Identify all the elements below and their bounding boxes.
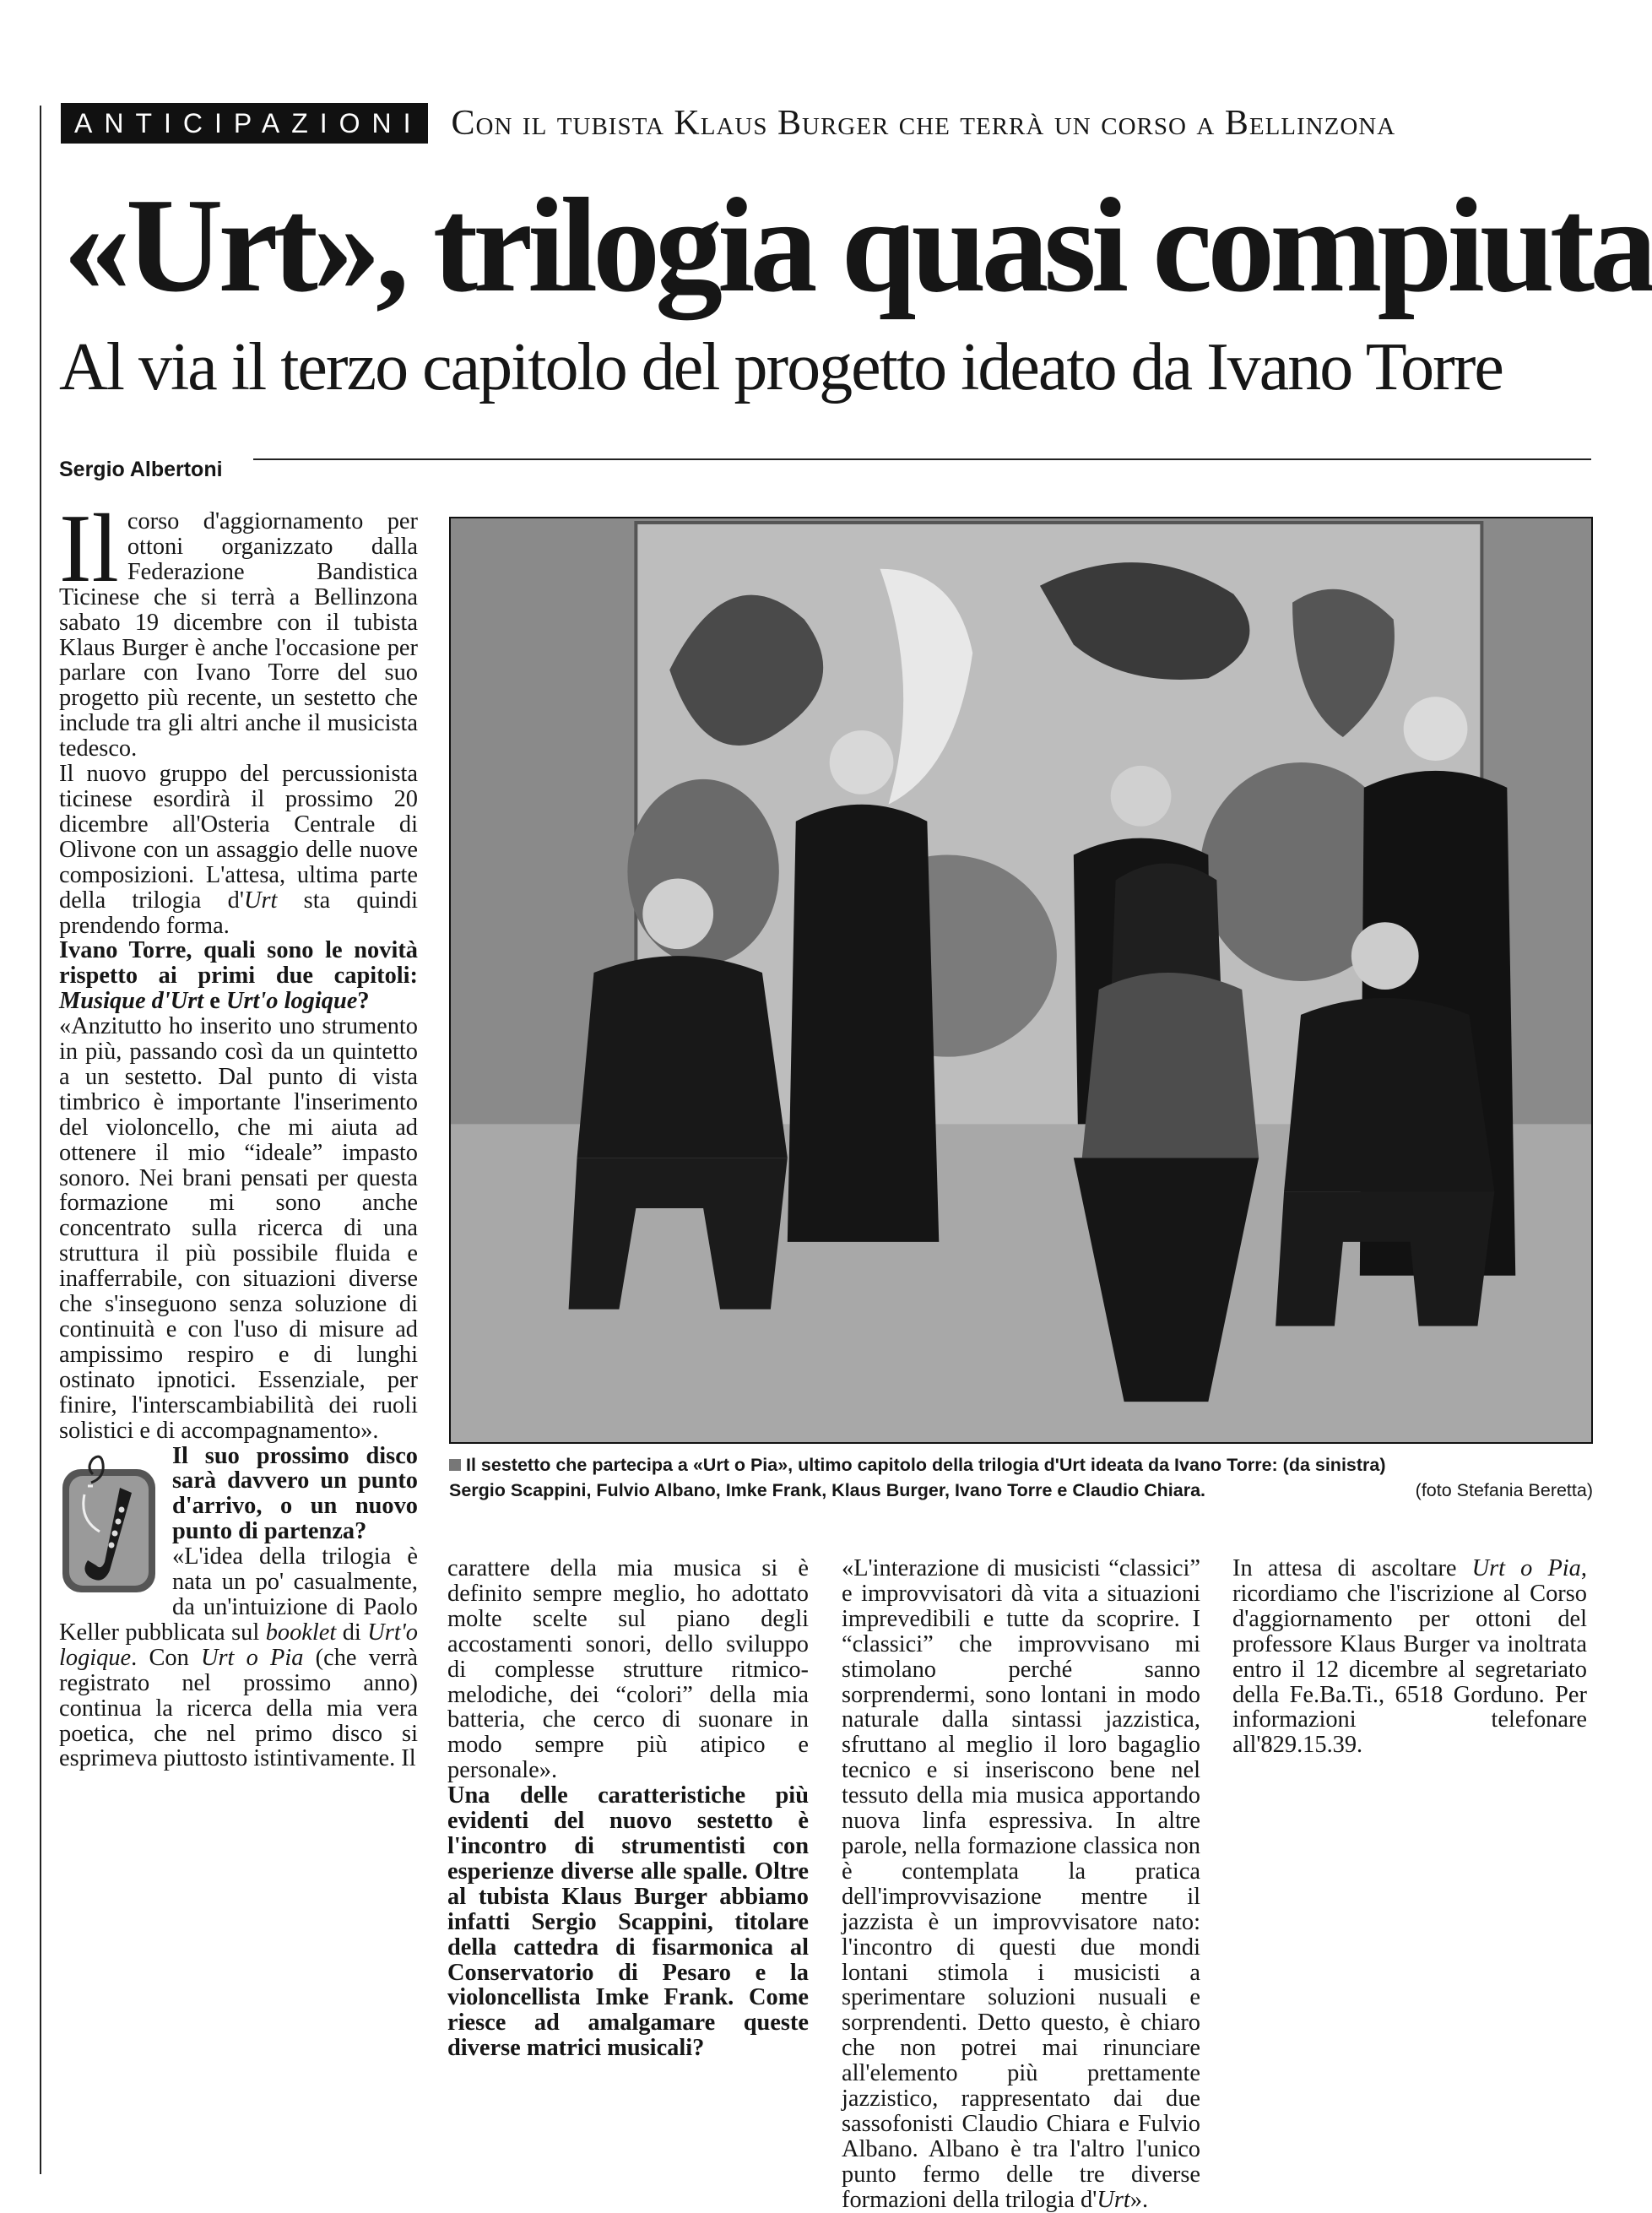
paragraph	[59, 762, 418, 938]
italic-title: Urt	[243, 887, 278, 914]
interview-answer: carattere della mia musica si è definito sempre meglio, ho adottato molte scelte sul piano degli accostamenti sonori, dello sviluppo di complesse strutture ritmico-melodiche, dei “colori” della mia batteria, che cerco di suonare in modo sempre più atipico e personale».	[447, 1555, 809, 1784]
paragraph-text: , ricordiamo che l'iscrizione al Corso d'aggiornamento per ottoni del professore Klaus Burger va inoltrata entro il 12 dicembre al segretariato della Fe.Ba.Ti., 6518 Gorduno. Per informazioni telefonare all'829.15.39.	[1232, 1555, 1587, 1759]
byline: Sergio Albertoni	[59, 458, 223, 481]
answer-text: «L'interazione di musicisti “classici” e improvvisatori dà vita a situazioni imprevedibili e tutte da scoprire. I “classici” che improvvisano mi stimolano perché sanno sorprendermi, sono lontani in modo naturale dalla sintassi jazzistica, sfruttano al meglio il loro bagaglio tecnico e si inseriscono bene nel tessuto della mia musica apportando nuova linfa espressiva. In altre parole, nella formazione classica non è contemplata la pratica dell'improvvisazione mentre il jazzista è un improvvisatore nato: l'incontro di questi due mondi lontani stimola i musicisti a sperimentare soluzioni nusuali e sorprendenti. Detto questo, è chiaro che non potrei mai rinunciare all'elemento più prettamente jazzistico, rappresentato dai due sassofonisti Claudio Chiara e Fulvio Albano. Albano è tra l'altro l'unico punto fermo delle tre diverse formazioni della trilogia d'	[842, 1555, 1200, 2213]
paragraph-text: In attesa di ascoltare	[1232, 1555, 1472, 1581]
question-text: ?	[357, 988, 370, 1015]
margin-rule	[40, 106, 41, 2174]
italic-title: Urt'o logique	[225, 988, 358, 1015]
question-text: e	[203, 988, 226, 1015]
kicker-row	[61, 100, 1395, 147]
saxophone-icon	[59, 1444, 159, 1596]
caption-bullet-icon	[449, 1459, 461, 1471]
answer-text: (che verrà registrato nel prossimo anno) continua la ricerca della mia vera poetica, che nel primo disco si esprimeva piuttosto istintivamente. Il	[59, 1644, 418, 1772]
header-rule	[253, 458, 1591, 460]
caption-text: Il sestetto che partecipa a «Urt o Pia», ultimo capitolo della trilogia d'Urt ideata da Ivano Torre: (da sinistra)	[466, 1455, 1386, 1475]
photo-credit: (foto Stefania Beretta)	[1415, 1480, 1593, 1500]
headline: «Urt», trilogia quasi compiuta	[63, 170, 1652, 320]
question-text: Il suo prossimo disco sarà davvero un punto d'arrivo, o un nuovo punto di partenza?	[172, 1442, 418, 1545]
paragraph-text: corso d'aggiornamento per ottoni organizzato dalla Federazione Bandistica Ticinese che si terrà a Bellinzona sabato 19 dicembre con il tubista Klaus Burger è anche l'occasione per parlare con Ivano Torre del suo progetto più recente, un sestetto che include tra gli altri anche il musicista tedesco.	[59, 508, 418, 762]
italic-word: booklet	[265, 1619, 337, 1646]
answer-text: «L'idea della trilogia è nata un po' casualmente, da un'intuizione di Paolo Keller pubblicata sul	[59, 1543, 418, 1646]
subheadline: Al via il terzo capitolo del progetto ideato da Ivano Torre	[59, 330, 1503, 404]
interview-answer: «Anzitutto ho inserito uno strumento in più, passando così da un quintetto a un sestetto. Dal punto di vista timbrico è importante l'inserimento del violoncello, che mi aiuta ad ottenere il mio “ideale” impasto sonoro. Nei brani pensati per questa formazione mi sono anche concentrato sulla ricerca di una struttura il più possibile fluida e inafferrabile, con situazioni diverse che s'inseguono senza soluzione di continuità e con l'uso di misure ad ampissimo respiro e di lunghi ostinato ipnotici. Essenziale, per finire, l'interscambiabilità dei ruoli solistici e di accompagnamento».	[59, 1013, 418, 1444]
kicker: Con il tubista Klaus Burger che terrà un corso a Bellinzona	[451, 104, 1396, 143]
caption-line-1	[449, 1452, 1593, 1478]
caption-names: Sergio Scappini, Fulvio Albano, Imke Frank, Klaus Burger, Ivano Torre e Claudio Chiara.	[449, 1480, 1206, 1500]
drop-cap: Il	[59, 495, 119, 603]
answer-text: ».	[1129, 2186, 1149, 2213]
article-column-2	[447, 1556, 809, 2164]
paragraph-text: sta quindi prendendo forma.	[59, 887, 418, 939]
photo-caption	[449, 1452, 1593, 1503]
italic-title: Musique d'Urt	[59, 988, 204, 1015]
answer-text: . Con	[131, 1644, 201, 1671]
caption-line-2	[449, 1478, 1593, 1503]
interview-question	[59, 1444, 418, 1545]
italic-title: Urt o Pia	[1471, 1555, 1581, 1581]
paragraph	[59, 495, 418, 762]
question-text: Ivano Torre, quali sono le novità rispetto ai primi due capitoli:	[59, 937, 418, 990]
answer-text: di	[336, 1619, 368, 1646]
section-tag: ANTICIPAZIONI	[61, 103, 428, 144]
interview-answer	[842, 1556, 1200, 2213]
interview-question: Una delle caratteristiche più evidenti del nuovo sestetto è l'incontro di strumentisti con esperienze diverse alle spalle. Oltre al tubista Klaus Burger abbiamo infatti Sergio Scappini, titolare della cattedra di fisarmonica al Conservatorio di Pesaro e la violoncellista Imke Frank. Come riesce ad amalgamare queste diverse matrici musicali?	[447, 1782, 809, 2062]
article-column-3	[842, 1555, 1200, 2213]
ensemble-photo	[449, 517, 1593, 1444]
closing-paragraph	[1232, 1556, 1587, 1758]
article-column-1	[59, 495, 419, 2164]
italic-title: Urt o Pia	[201, 1644, 304, 1671]
interview-question	[59, 938, 418, 1014]
italic-title: Urt'o logique	[59, 1619, 419, 1671]
paragraph-text: Il nuovo gruppo del percussionista ticinese esordirà il prossimo 20 dicembre all'Osteria Centrale di Olivone con un assaggio delle nuove composizioni. L'attesa, ultima parte della trilogia d'	[59, 761, 418, 914]
article-column-4	[1232, 1556, 1587, 2164]
italic-title: Urt	[1097, 2186, 1130, 2213]
